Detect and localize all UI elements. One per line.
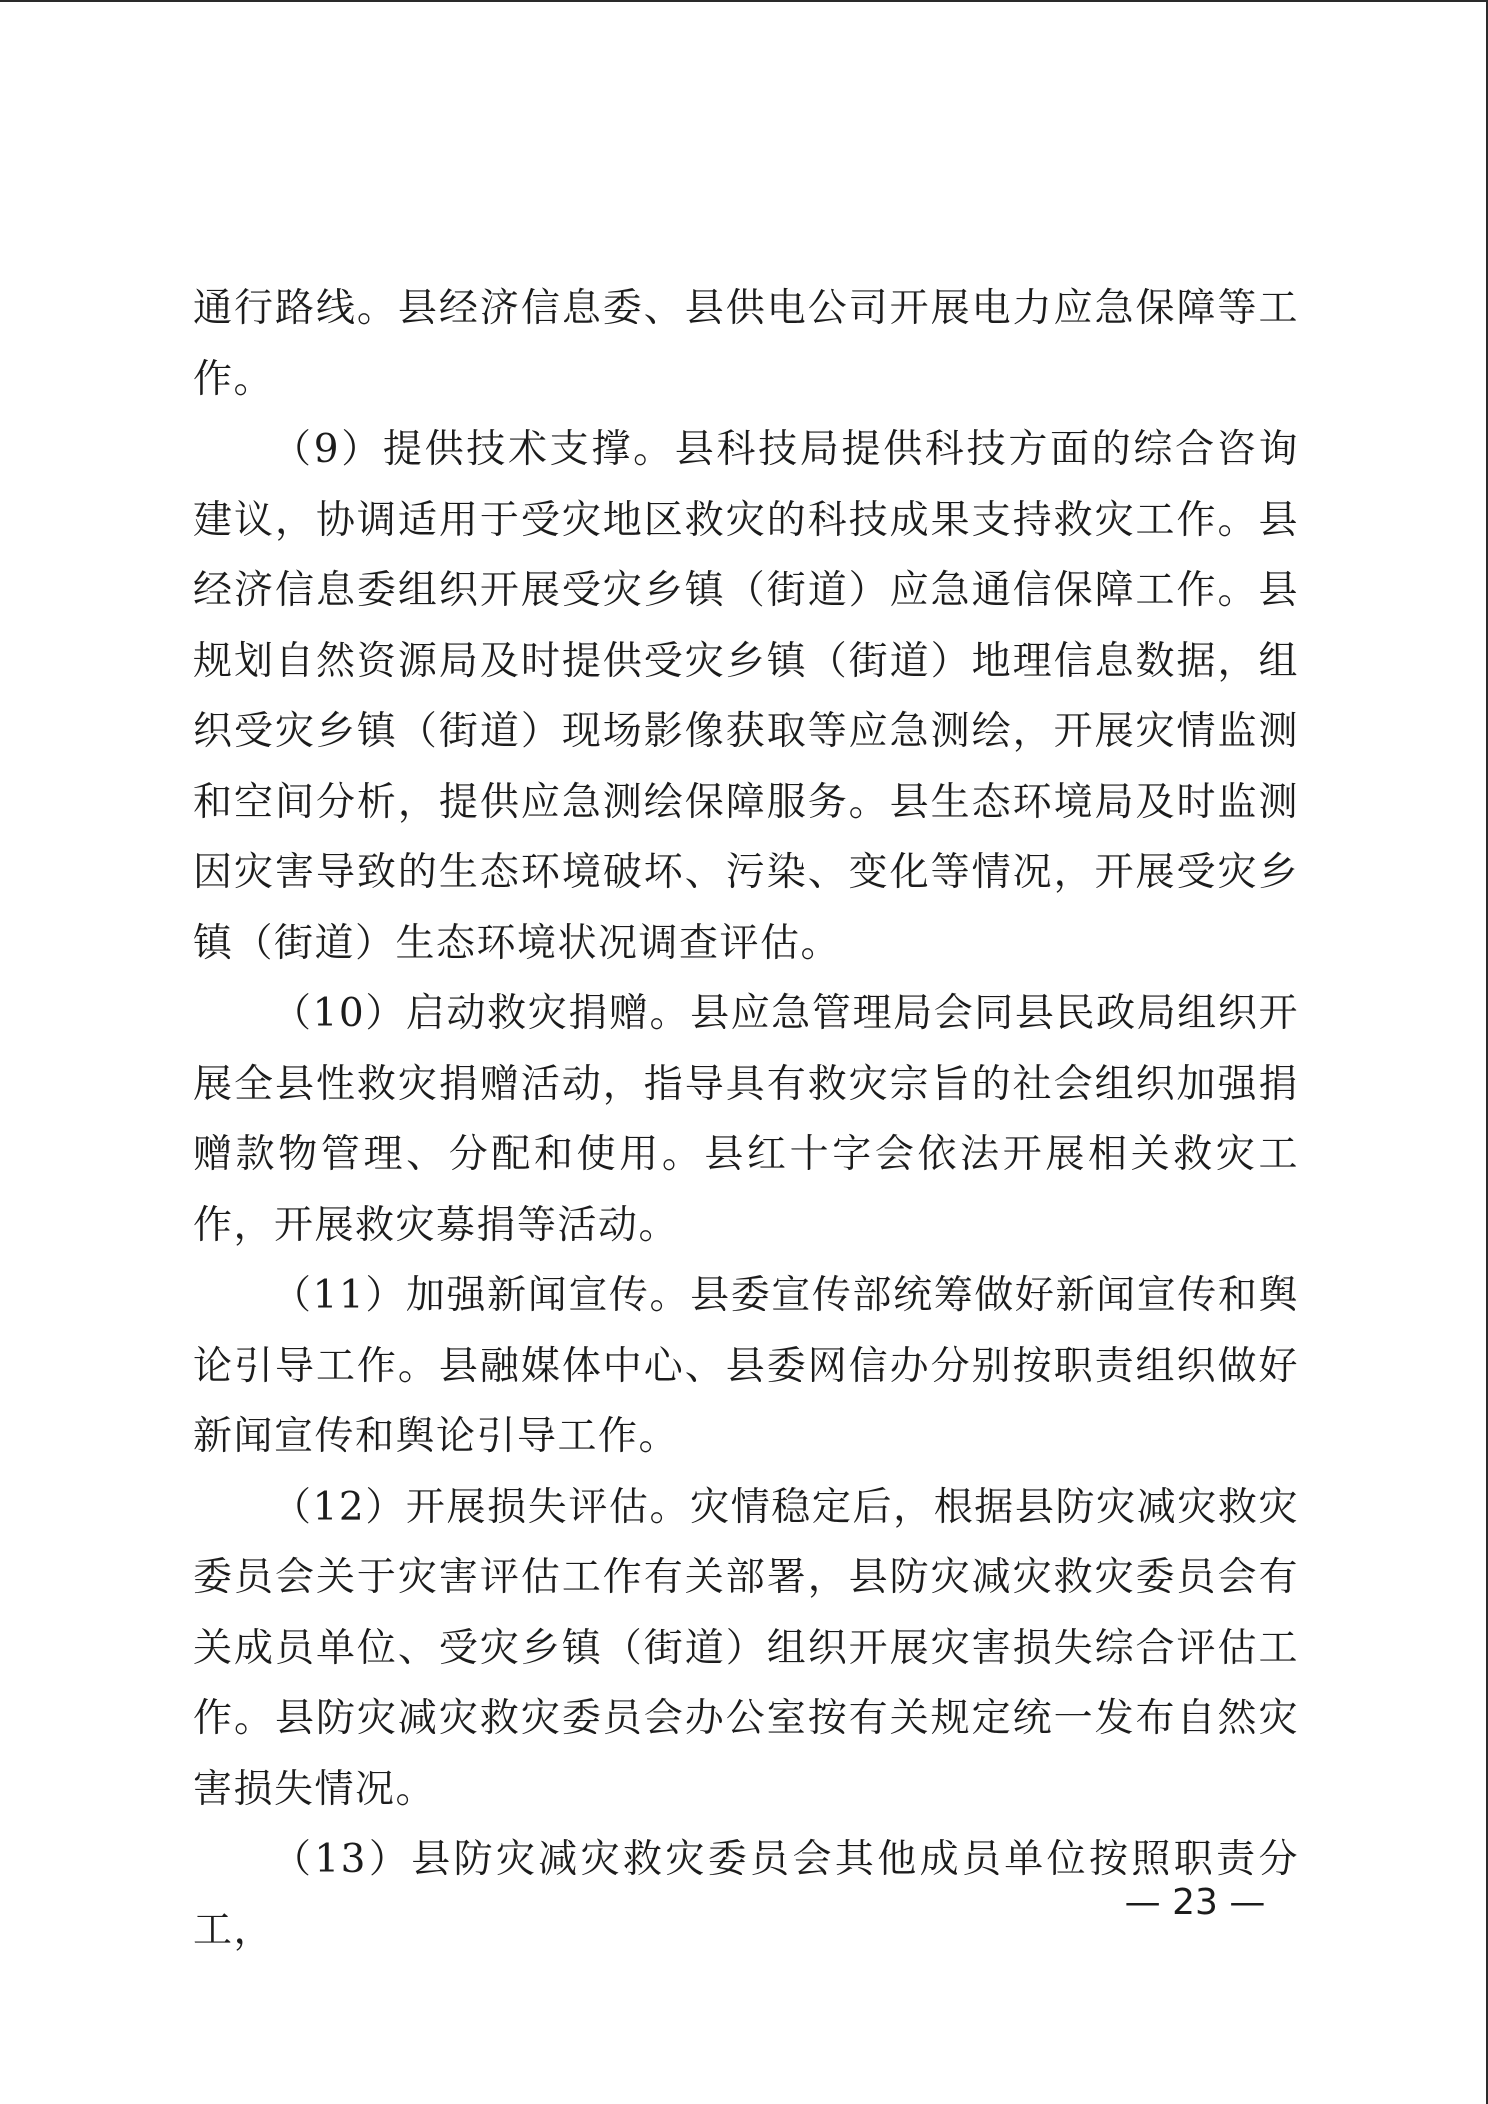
paragraph-item-9: （9）提供技术支撑。县科技局提供科技方面的综合咨询建议，协调适用于受灾地区救灾的科技成果支持救灾工作。县经济信息委组织开展受灾乡镇（街道）应急通信保障工作。县规划自然资源局及时提供受灾乡镇（街道）地理信息数据，组织受灾乡镇（街道）现场影像获取等应急测绘，开展灾情监测和空间分析，提供应急测绘保障服务。县生态环境局及时监测因灾害导致的生态环境破坏、污染、变化等情况，开展受灾乡镇（街道）生态环境状况调查评估。 <box>193 427 1299 966</box>
paragraph-continuation: 通行路线。县经济信息委、县供电公司开展电力应急保障等工作。 <box>193 286 1299 402</box>
paragraph-item-13: （13）县防灾减灾救灾委员会其他成员单位按照职责分工， <box>193 1837 1299 1953</box>
paragraph-item-11: （11）加强新闻宣传。县委宣传部统筹做好新闻宣传和舆论引导工作。县融媒体中心、县委网信办分别按职责组织做好新闻宣传和舆论引导工作。 <box>193 1273 1299 1459</box>
paragraph-item-12: （12）开展损失评估。灾情稳定后，根据县防灾减灾救灾委员会关于灾害评估工作有关部署，县防灾减灾救灾委员会有关成员单位、受灾乡镇（街道）组织开展灾害损失综合评估工作。县防灾减灾救灾委员会办公室按有关规定统一发布自然灾害损失情况。 <box>193 1484 1299 1812</box>
paragraph-item-10: （10）启动救灾捐赠。县应急管理局会同县民政局组织开展全县性救灾捐赠活动，指导具有救灾宗旨的社会组织加强捐赠款物管理、分配和使用。县红十字会依法开展相关救灾工作，开展救灾募捐等活动。 <box>193 991 1299 1248</box>
document-body <box>193 274 1299 1966</box>
page-number: — 23 — <box>1124 1882 1266 1923</box>
